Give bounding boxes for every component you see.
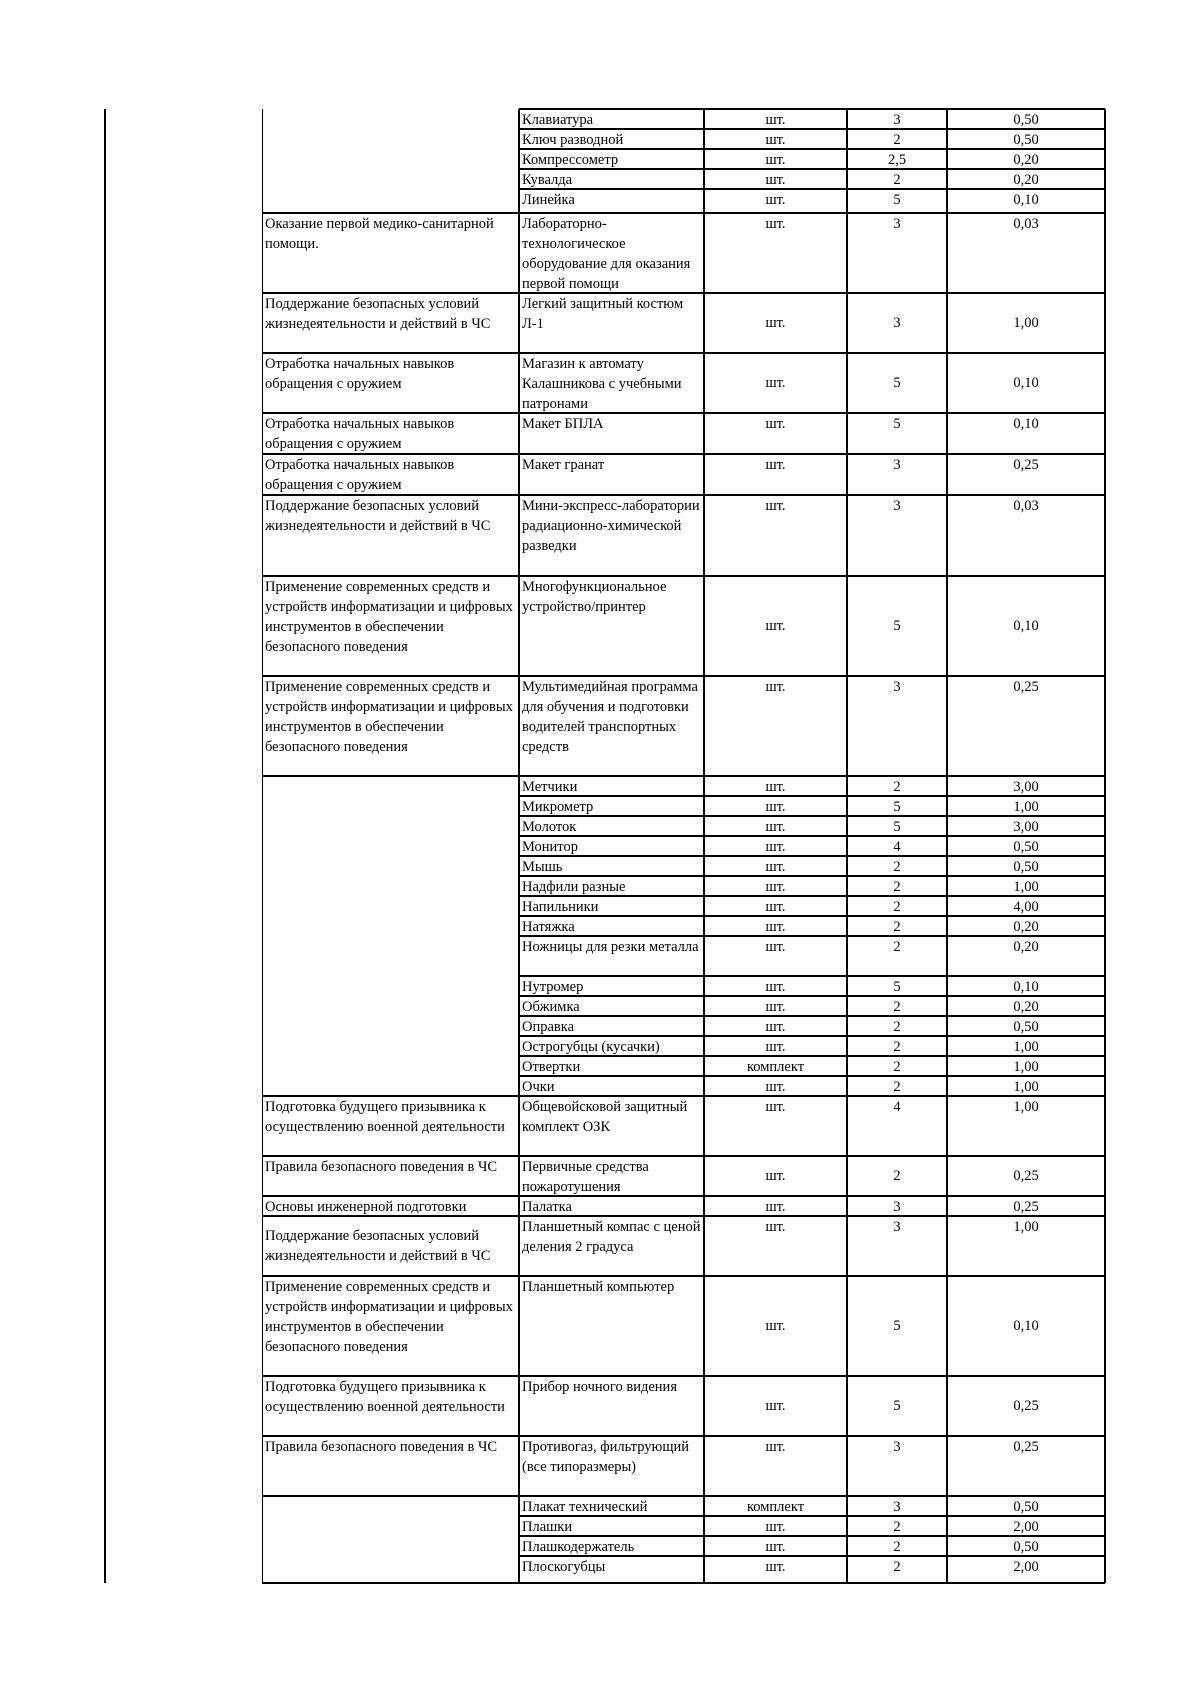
unit-cell: шт. bbox=[765, 939, 786, 955]
unit-cell: шт. bbox=[765, 1019, 786, 1035]
quantity-cell: 5 bbox=[893, 1318, 901, 1334]
unit-cell: шт. bbox=[765, 879, 786, 895]
unit-cell: шт. bbox=[765, 192, 786, 208]
quantity-cell: 3 bbox=[893, 457, 901, 473]
unit-cell: шт. bbox=[765, 819, 786, 835]
unit-cell: шт. bbox=[765, 1079, 786, 1095]
quantity-cell: 4 bbox=[893, 839, 901, 855]
quantity-cell: 3 bbox=[893, 112, 901, 128]
section-cell: Правила безопасного поведения в ЧС bbox=[265, 1439, 498, 1455]
unit-cell: шт. bbox=[765, 112, 786, 128]
quantity-cell: 5 bbox=[893, 979, 901, 995]
unit-cell: шт. bbox=[765, 1559, 786, 1575]
quantity-cell: 4 bbox=[893, 1099, 901, 1115]
section-cell: Отработка начальных навыков обращения с оружием bbox=[265, 457, 455, 493]
quantity-cell: 3 bbox=[893, 216, 901, 232]
rate-cell: 1,00 bbox=[1013, 315, 1039, 331]
unit-cell: шт. bbox=[765, 919, 786, 935]
rate-cell: 0,03 bbox=[1013, 216, 1039, 232]
quantity-cell: 2 bbox=[893, 999, 901, 1015]
section-cell: Основы инженерной подготовки bbox=[265, 1199, 467, 1215]
item-name-cell: Отвертки bbox=[522, 1059, 581, 1075]
unit-cell: шт. bbox=[765, 1099, 786, 1115]
rate-cell: 1,00 bbox=[1013, 879, 1039, 895]
item-name-cell: Ключ разводной bbox=[522, 132, 624, 148]
item-name-cell: Многофункциональное устройство/принтер bbox=[522, 579, 667, 615]
rate-cell: 0,50 bbox=[1013, 1539, 1039, 1555]
item-name-cell: Очки bbox=[522, 1079, 555, 1095]
item-name-cell: Микрометр bbox=[522, 799, 594, 815]
item-name-cell: Натяжка bbox=[522, 919, 575, 935]
rate-cell: 0,50 bbox=[1013, 1499, 1039, 1515]
item-name-cell: Плашкодержатель bbox=[522, 1539, 635, 1555]
rate-cell: 0,10 bbox=[1013, 375, 1039, 391]
quantity-cell: 2 bbox=[893, 1079, 901, 1095]
item-name-cell: Острогубцы (кусачки) bbox=[522, 1039, 660, 1055]
quantity-cell: 5 bbox=[893, 375, 901, 391]
item-name-cell: Мышь bbox=[522, 859, 563, 875]
quantity-cell: 3 bbox=[893, 1199, 901, 1215]
item-name-cell: Противогаз, фильтрующий (все типоразмеры) bbox=[522, 1439, 690, 1475]
item-name-cell: Надфили разные bbox=[522, 879, 626, 895]
item-name-cell: Плоскогубцы bbox=[522, 1559, 606, 1575]
quantity-cell: 2 bbox=[893, 879, 901, 895]
quantity-cell: 2 bbox=[893, 1039, 901, 1055]
section-cell: Подготовка будущего призывника к осуществлению военной деятельности bbox=[265, 1099, 505, 1135]
rate-cell: 0,50 bbox=[1013, 112, 1039, 128]
rate-cell: 0,10 bbox=[1013, 618, 1039, 634]
equipment-table bbox=[262, 109, 1097, 1583]
item-name-cell: Первичные средства пожаротушения bbox=[522, 1159, 649, 1195]
item-name-cell: Молоток bbox=[522, 819, 577, 835]
item-name-cell: Обжимка bbox=[522, 999, 580, 1015]
quantity-cell: 2 bbox=[893, 1559, 901, 1575]
quantity-cell: 2 bbox=[893, 1539, 901, 1555]
quantity-cell: 2 bbox=[893, 859, 901, 875]
unit-cell: шт. bbox=[765, 1039, 786, 1055]
rate-cell: 0,20 bbox=[1013, 152, 1039, 168]
rate-cell: 3,00 bbox=[1013, 819, 1039, 835]
section-cell: Применение современных средств и устройств информатизации и цифровых инструментов в обеспечении безопасного поведения bbox=[265, 679, 513, 755]
rate-cell: 1,00 bbox=[1013, 1079, 1039, 1095]
section-cell: Оказание первой медико-санитарной помощи. bbox=[265, 216, 494, 252]
quantity-cell: 2 bbox=[893, 899, 901, 915]
unit-cell: шт. bbox=[765, 1519, 786, 1535]
section-cell: Поддержание безопасных условий жизнедеятельности и действий в ЧС bbox=[265, 296, 491, 332]
unit-cell: шт. bbox=[765, 216, 786, 232]
item-name-cell: Прибор ночного видения bbox=[522, 1379, 677, 1395]
quantity-cell: 3 bbox=[893, 1439, 901, 1455]
item-name-cell: Ножницы для резки металла bbox=[522, 939, 699, 955]
unit-cell: шт. bbox=[765, 1168, 786, 1184]
rate-cell: 1,00 bbox=[1013, 1039, 1039, 1055]
unit-cell: шт. bbox=[765, 1199, 786, 1215]
unit-cell: шт. bbox=[765, 779, 786, 795]
rate-cell: 0,10 bbox=[1013, 416, 1039, 432]
item-name-cell: Общевойсковой защитный комплект ОЗК bbox=[522, 1099, 688, 1135]
item-name-cell: Макет БПЛА bbox=[522, 416, 604, 432]
quantity-cell: 5 bbox=[893, 799, 901, 815]
quantity-cell: 2,5 bbox=[887, 152, 907, 168]
item-name-cell: Метчики bbox=[522, 779, 578, 795]
item-name-cell: Компрессометр bbox=[522, 152, 619, 168]
rate-cell: 1,00 bbox=[1013, 1219, 1039, 1235]
unit-cell: комплект bbox=[746, 1059, 805, 1075]
item-name-cell: Нутромер bbox=[522, 979, 584, 995]
unit-cell: шт. bbox=[765, 132, 786, 148]
unit-cell: шт. bbox=[765, 839, 786, 855]
quantity-cell: 3 bbox=[893, 1219, 901, 1235]
quantity-cell: 3 bbox=[893, 315, 901, 331]
item-name-cell: Планшетный компьютер bbox=[522, 1279, 675, 1295]
unit-cell: шт. bbox=[765, 498, 786, 514]
quantity-cell: 3 bbox=[893, 679, 901, 695]
rate-cell: 4,00 bbox=[1013, 899, 1039, 915]
unit-cell: шт. bbox=[765, 457, 786, 473]
rate-cell: 0,03 bbox=[1013, 498, 1039, 514]
section-cell: Поддержание безопасных условий жизнедеятельности и действий в ЧС bbox=[265, 1228, 491, 1264]
item-name-cell: Линейка bbox=[522, 192, 575, 208]
quantity-cell: 2 bbox=[893, 1059, 901, 1075]
quantity-cell: 5 bbox=[893, 819, 901, 835]
rate-cell: 0,20 bbox=[1013, 939, 1039, 955]
quantity-cell: 2 bbox=[893, 1168, 901, 1184]
section-cell: Применение современных средств и устройств информатизации и цифровых инструментов в обеспечении безопасного поведения bbox=[265, 1279, 513, 1355]
section-cell: Отработка начальных навыков обращения с оружием bbox=[265, 356, 455, 392]
quantity-cell: 2 bbox=[893, 172, 901, 188]
unit-cell: шт. bbox=[765, 1318, 786, 1334]
unit-cell: шт. bbox=[765, 1219, 786, 1235]
quantity-cell: 2 bbox=[893, 919, 901, 935]
rate-cell: 0,10 bbox=[1013, 979, 1039, 995]
rate-cell: 0,50 bbox=[1013, 839, 1039, 855]
rate-cell: 0,10 bbox=[1013, 192, 1039, 208]
quantity-cell: 5 bbox=[893, 192, 901, 208]
item-name-cell: Планшетный компас с ценой деления 2 градуса bbox=[522, 1219, 701, 1255]
rate-cell: 0,10 bbox=[1013, 1318, 1039, 1334]
unit-cell: шт. bbox=[765, 979, 786, 995]
unit-cell: комплект bbox=[746, 1499, 805, 1515]
section-cell: Подготовка будущего призывника к осуществлению военной деятельности bbox=[265, 1379, 505, 1415]
quantity-cell: 5 bbox=[893, 1398, 901, 1414]
unit-cell: шт. bbox=[765, 618, 786, 634]
quantity-cell: 2 bbox=[893, 779, 901, 795]
item-name-cell: Оправка bbox=[522, 1019, 575, 1035]
rate-cell: 0,25 bbox=[1013, 457, 1039, 473]
rate-cell: 0,20 bbox=[1013, 172, 1039, 188]
rate-cell: 0,25 bbox=[1013, 1168, 1039, 1184]
rate-cell: 0,50 bbox=[1013, 1019, 1039, 1035]
rate-cell: 0,25 bbox=[1013, 1439, 1039, 1455]
item-name-cell: Лабораторно-технологическое оборудование для оказания первой помощи bbox=[522, 216, 691, 292]
quantity-cell: 2 bbox=[893, 939, 901, 955]
unit-cell: шт. bbox=[765, 1539, 786, 1555]
rate-cell: 0,50 bbox=[1013, 132, 1039, 148]
rate-cell: 1,00 bbox=[1013, 799, 1039, 815]
unit-cell: шт. bbox=[765, 999, 786, 1015]
unit-cell: шт. bbox=[765, 152, 786, 168]
item-name-cell: Напильники bbox=[522, 899, 599, 915]
section-cell: Поддержание безопасных условий жизнедеятельности и действий в ЧС bbox=[265, 498, 491, 534]
rate-cell: 0,20 bbox=[1013, 999, 1039, 1015]
item-name-cell: Палатка bbox=[522, 1199, 572, 1215]
section-rule bbox=[262, 1582, 519, 1584]
item-name-cell: Легкий защитный костюм Л-1 bbox=[522, 296, 684, 332]
rate-cell: 1,00 bbox=[1013, 1099, 1039, 1115]
item-name-cell: Магазин к автомату Калашникова с учебными патронами bbox=[522, 356, 682, 412]
unit-cell: шт. bbox=[765, 859, 786, 875]
rate-cell: 0,20 bbox=[1013, 919, 1039, 935]
unit-cell: шт. bbox=[765, 679, 786, 695]
unit-cell: шт. bbox=[765, 799, 786, 815]
quantity-cell: 2 bbox=[893, 132, 901, 148]
quantity-cell: 5 bbox=[893, 416, 901, 432]
rate-cell: 2,00 bbox=[1013, 1559, 1039, 1575]
section-cell: Отработка начальных навыков обращения с оружием bbox=[265, 416, 455, 452]
item-name-cell: Мини-экспресс-лаборатории радиационно-химической разведки bbox=[522, 498, 700, 554]
rate-cell: 0,25 bbox=[1013, 679, 1039, 695]
quantity-cell: 2 bbox=[893, 1019, 901, 1035]
unit-cell: шт. bbox=[765, 315, 786, 331]
rate-cell: 2,00 bbox=[1013, 1519, 1039, 1535]
unit-cell: шт. bbox=[765, 1398, 786, 1414]
section-cell: Правила безопасного поведения в ЧС bbox=[265, 1159, 498, 1175]
quantity-cell: 5 bbox=[893, 618, 901, 634]
unit-cell: шт. bbox=[765, 375, 786, 391]
unit-cell: шт. bbox=[765, 899, 786, 915]
rate-cell: 0,50 bbox=[1013, 859, 1039, 875]
item-name-cell: Плакат технический bbox=[522, 1499, 648, 1515]
rate-cell: 0,25 bbox=[1013, 1199, 1039, 1215]
item-name-cell: Кувалда bbox=[522, 172, 573, 188]
quantity-cell: 3 bbox=[893, 1499, 901, 1515]
item-name-cell: Плашки bbox=[522, 1519, 573, 1535]
section-cell: Применение современных средств и устройств информатизации и цифровых инструментов в обеспечении безопасного поведения bbox=[265, 579, 513, 655]
item-name-cell: Монитор bbox=[522, 839, 578, 855]
rate-cell: 3,00 bbox=[1013, 779, 1039, 795]
unit-cell: шт. bbox=[765, 172, 786, 188]
rate-cell: 1,00 bbox=[1013, 1059, 1039, 1075]
unit-cell: шт. bbox=[765, 416, 786, 432]
item-name-cell: Мультимедийная программа для обучения и подготовки водителей транспортных средств bbox=[522, 679, 698, 755]
left-margin-rule bbox=[104, 109, 106, 1583]
rate-cell: 0,25 bbox=[1013, 1398, 1039, 1414]
item-name-cell: Макет гранат bbox=[522, 457, 605, 473]
item-name-cell: Клавиатура bbox=[522, 112, 594, 128]
quantity-cell: 2 bbox=[893, 1519, 901, 1535]
unit-cell: шт. bbox=[765, 1439, 786, 1455]
quantity-cell: 3 bbox=[893, 498, 901, 514]
